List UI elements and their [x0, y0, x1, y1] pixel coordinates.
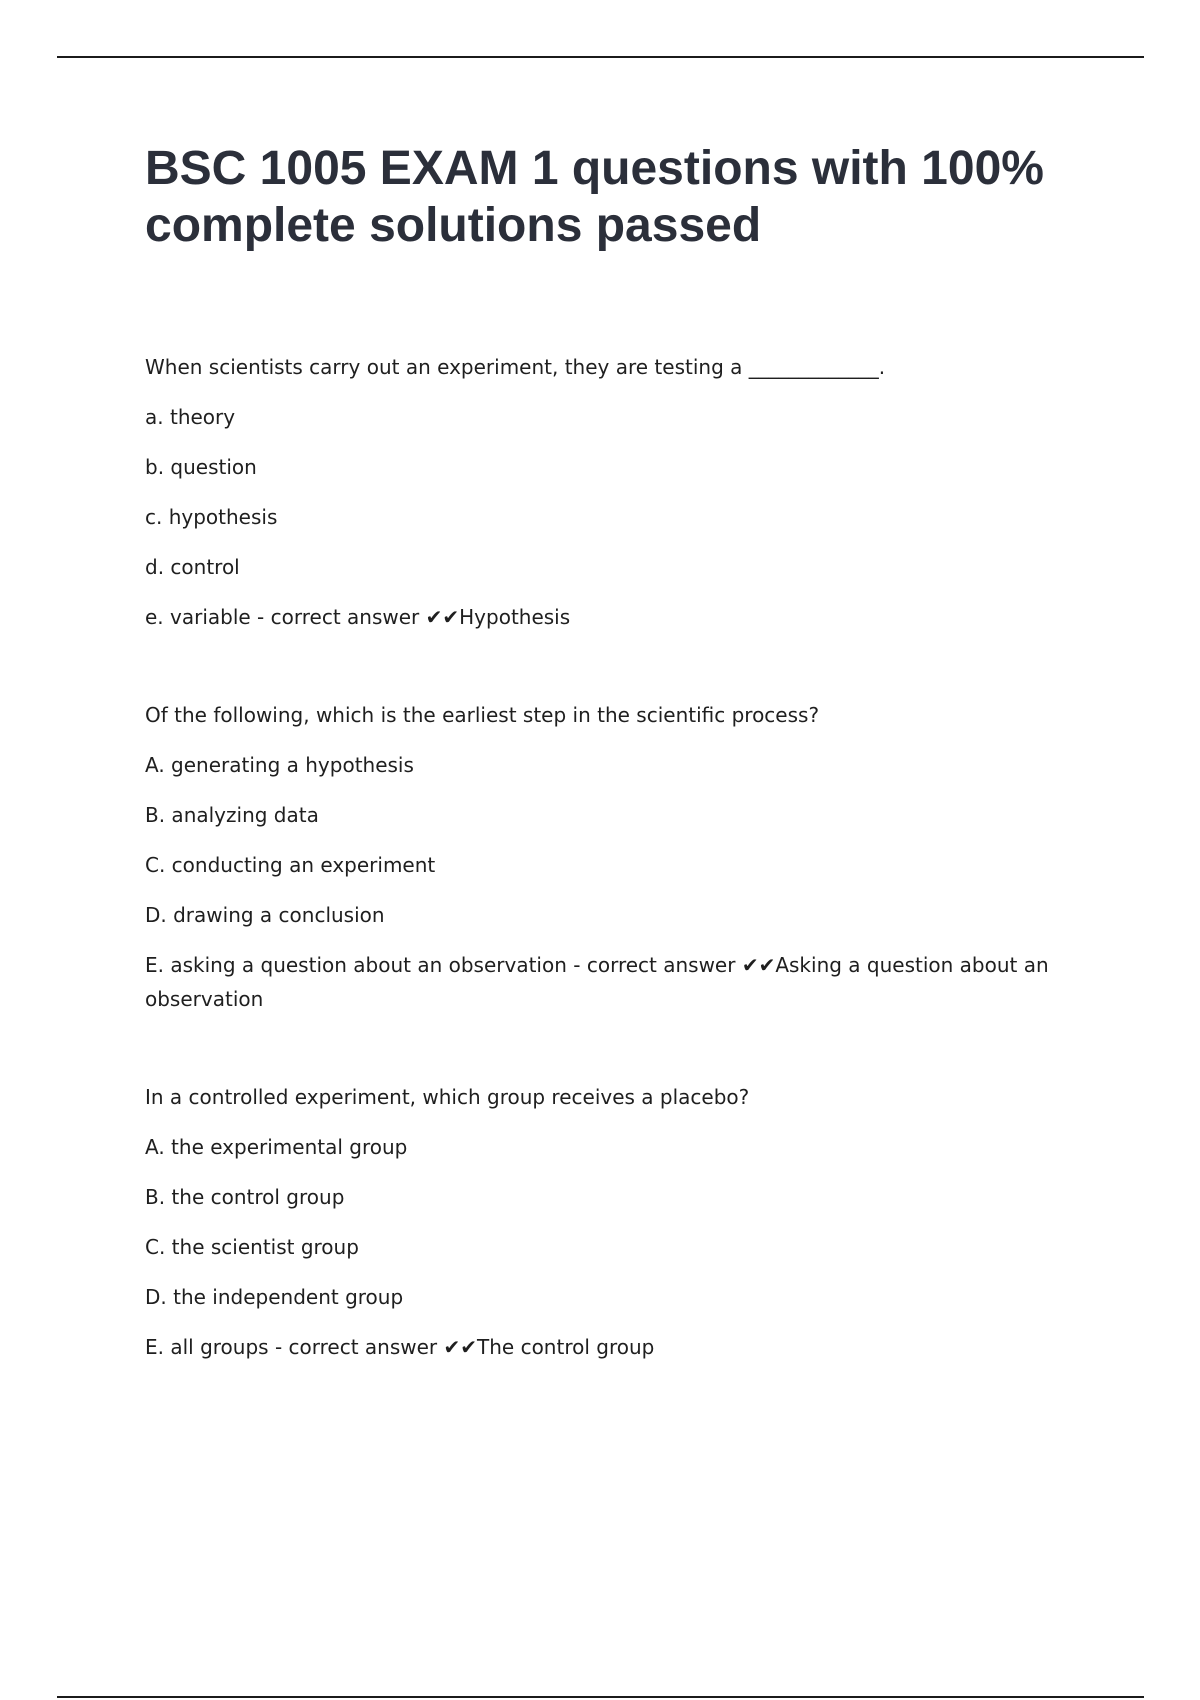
answer-option: e. variable - correct answer ✔✔Hypothesis [145, 605, 571, 629]
answer-option: A. generating a hypothesis [145, 753, 414, 777]
question-1 [145, 350, 1085, 634]
answer-option: A. the experimental group [145, 1135, 408, 1159]
answer-option: c. hypothesis [145, 505, 278, 529]
answer-option: b. question [145, 455, 257, 479]
answer-option: a. theory [145, 405, 236, 429]
answer-option: C. conducting an experiment [145, 853, 436, 877]
top-rule [57, 56, 1144, 58]
answer-option: E. asking a question about an observation - correct answer ✔✔Asking a question about an observation [145, 953, 1049, 1011]
question-stem: When scientists carry out an experiment, they are testing a _____________. [145, 355, 886, 379]
answer-option: B. analyzing data [145, 803, 319, 827]
answer-option: C. the scientist group [145, 1235, 359, 1259]
answer-option: B. the control group [145, 1185, 345, 1209]
answer-option: E. all groups - correct answer ✔✔The control group [145, 1335, 655, 1359]
answer-option: d. control [145, 555, 240, 579]
document-title: BSC 1005 EXAM 1 questions with 100% complete solutions passed [145, 142, 1044, 252]
question-3 [145, 1080, 1085, 1364]
question-stem: In a controlled experiment, which group receives a placebo? [145, 1085, 750, 1109]
document-content [145, 140, 1085, 1364]
question-stem: Of the following, which is the earliest step in the scientific process? [145, 703, 820, 727]
bottom-rule [57, 1696, 1144, 1698]
answer-option: D. drawing a conclusion [145, 903, 385, 927]
question-2 [145, 698, 1085, 1016]
answer-option: D. the independent group [145, 1285, 404, 1309]
